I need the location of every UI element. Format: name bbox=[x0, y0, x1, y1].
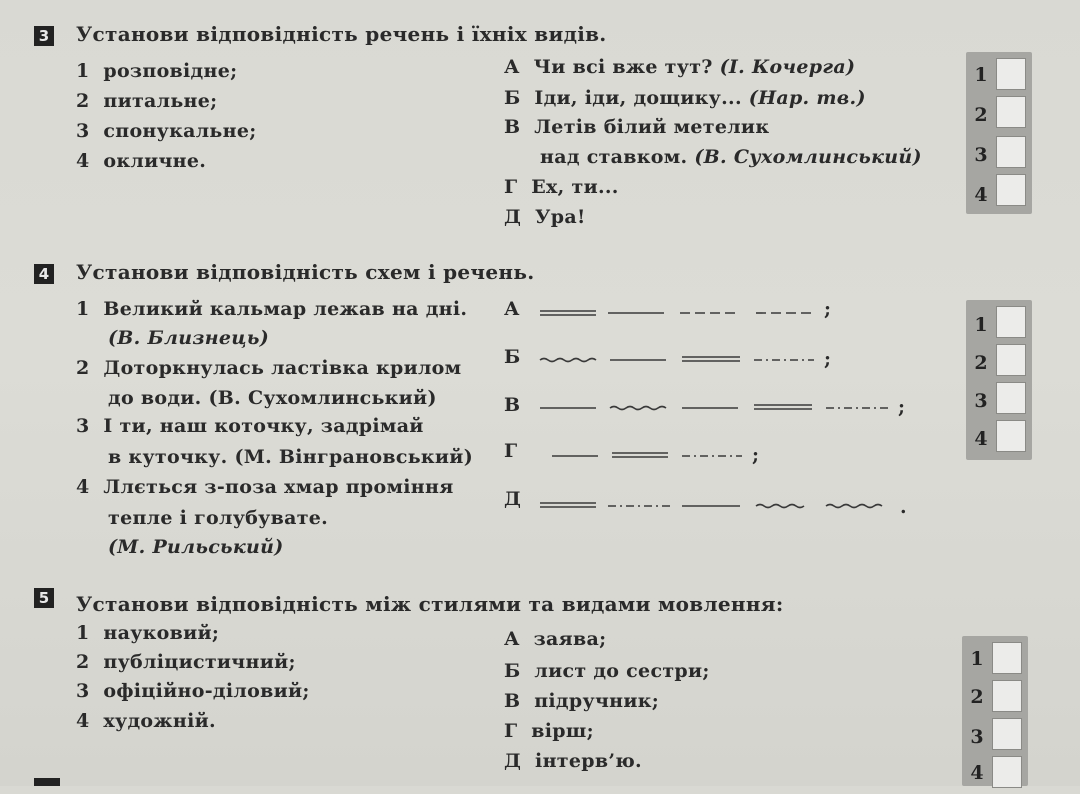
grid-number: 1 bbox=[974, 314, 988, 336]
scheme-v bbox=[540, 405, 890, 410]
answer-option: Д інтерв’ю. bbox=[504, 750, 642, 772]
grid-number: 4 bbox=[974, 428, 988, 450]
grid-number: 2 bbox=[974, 104, 988, 126]
task-number-badge: 4 bbox=[34, 264, 54, 284]
answer-box[interactable] bbox=[992, 718, 1022, 750]
list-item: 4 художній. bbox=[76, 710, 216, 732]
scheme-letter: Г bbox=[504, 440, 518, 462]
list-item: 1 Великий кальмар лежав на дні. bbox=[76, 298, 468, 320]
list-item: 4 окличне. bbox=[76, 150, 207, 172]
scheme-a bbox=[540, 311, 816, 315]
scheme-letter: Д bbox=[504, 488, 522, 510]
scheme-letter: В bbox=[504, 394, 521, 416]
answer-option: В Летів білий метелик bbox=[504, 116, 770, 138]
grid-number: 1 bbox=[974, 64, 988, 86]
scheme-end-mark: ; bbox=[824, 348, 832, 370]
scheme-d bbox=[540, 503, 882, 508]
answer-option: В підручник; bbox=[504, 690, 660, 712]
answer-box[interactable] bbox=[996, 382, 1026, 414]
answer-box[interactable] bbox=[996, 420, 1026, 452]
answer-option: Б лист до сестри; bbox=[504, 660, 710, 682]
scheme-end-mark: . bbox=[900, 496, 907, 518]
list-item: 1 науковий; bbox=[76, 622, 220, 644]
task-title: Установи відповідність між стилями та видами мовлення: bbox=[76, 592, 784, 616]
grid-number: 3 bbox=[974, 144, 988, 166]
answer-box[interactable] bbox=[996, 344, 1026, 376]
list-item-continuation: (В. Близнець) bbox=[108, 327, 269, 349]
answer-option: Д Ура! bbox=[504, 206, 586, 228]
answer-box[interactable] bbox=[996, 306, 1026, 338]
list-item-continuation: до води. (В. Сухомлинський) bbox=[108, 387, 437, 409]
list-item: 3 І ти, наш коточку, задрімай bbox=[76, 415, 424, 437]
scheme-letter: Б bbox=[504, 346, 521, 368]
answer-box[interactable] bbox=[992, 680, 1022, 712]
grid-number: 3 bbox=[974, 390, 988, 412]
list-item: 2 публіцистичний; bbox=[76, 651, 296, 673]
list-item-continuation: (М. Рильський) bbox=[108, 536, 284, 558]
scheme-g bbox=[552, 453, 742, 457]
scheme-end-mark: ; bbox=[898, 396, 906, 418]
list-item: 1 розповідне; bbox=[76, 60, 238, 82]
grid-number: 3 bbox=[970, 726, 984, 748]
task-title: Установи відповідність речень і їхніх видів. bbox=[76, 22, 607, 46]
scheme-end-mark: ; bbox=[824, 298, 832, 320]
answer-box[interactable] bbox=[992, 756, 1022, 788]
scheme-b bbox=[540, 357, 814, 362]
grid-number: 2 bbox=[974, 352, 988, 374]
answer-box[interactable] bbox=[992, 642, 1022, 674]
list-item: 3 спонукальне; bbox=[76, 120, 257, 142]
grid-number: 4 bbox=[970, 762, 984, 784]
task-number-badge: 3 bbox=[34, 26, 54, 46]
scheme-letter: А bbox=[504, 298, 520, 320]
answer-option-continuation: над ставком. (В. Сухомлинський) bbox=[540, 146, 922, 168]
task-title: Установи відповідність схем і речень. bbox=[76, 260, 535, 284]
answer-option: А Чи всі вже тут? (І. Кочерга) bbox=[504, 56, 856, 78]
next-task-badge-partial bbox=[34, 778, 60, 786]
scheme-end-mark: ; bbox=[752, 444, 760, 466]
list-item: 4 Ллється з-поза хмар проміння bbox=[76, 476, 454, 498]
list-item: 2 питальне; bbox=[76, 90, 218, 112]
answer-option: А заява; bbox=[504, 628, 607, 650]
grid-number: 1 bbox=[970, 648, 984, 670]
answer-option: Г Ех, ти... bbox=[504, 176, 619, 198]
grid-number: 2 bbox=[970, 686, 984, 708]
answer-grid bbox=[966, 300, 1032, 460]
list-item: 3 офіційно-діловий; bbox=[76, 680, 310, 702]
list-item-continuation: в куточку. (М. Вінграновський) bbox=[108, 446, 473, 468]
task-number-badge: 5 bbox=[34, 588, 54, 608]
answer-grid bbox=[962, 636, 1028, 786]
answer-option: Г вірш; bbox=[504, 720, 594, 742]
answer-option: Б Іди, іди, дощику... (Нар. тв.) bbox=[504, 87, 866, 109]
list-item-continuation: тепле і голубувате. bbox=[108, 507, 329, 529]
list-item: 2 Доторкнулась ластівка крилом bbox=[76, 357, 462, 379]
grid-number: 4 bbox=[974, 184, 988, 206]
